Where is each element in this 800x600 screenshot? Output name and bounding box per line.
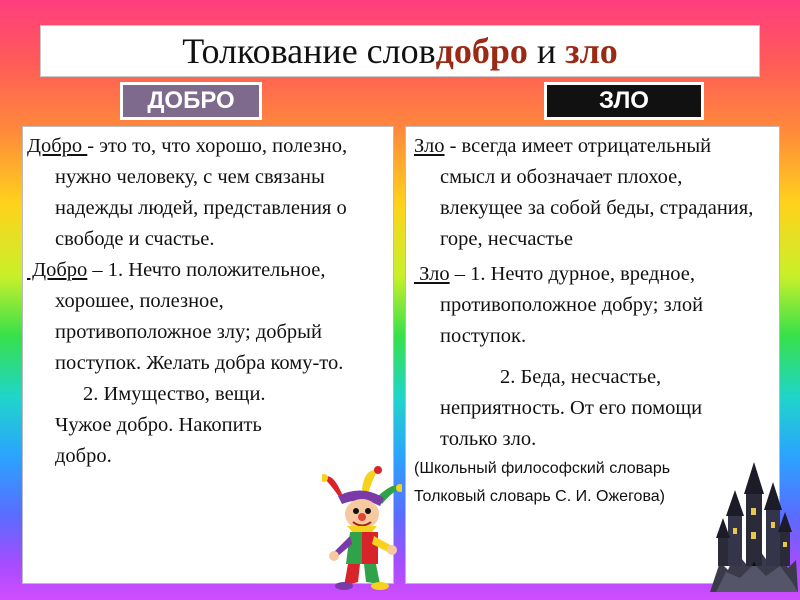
dobro-text-1: - это то, что хорошо, полезно, нужно человеку, с чем связаны надежды людей, представления о свободе и счастье.: [55, 135, 348, 250]
page-title: [40, 25, 760, 77]
dobro-paragraph-1: [23, 131, 393, 255]
dobro-paragraph-2: [23, 255, 393, 379]
title-middle: и: [527, 31, 566, 71]
dark-castle-image: [706, 452, 798, 592]
source-school-dictionary: (Школьный философский словарь: [414, 460, 671, 477]
jester-clown-image: [322, 466, 402, 591]
dobro-term-2: Добро: [27, 259, 88, 281]
zlo-paragraph-1: [406, 131, 779, 255]
dobro-text-3: 2. Имущество, вещи. Чужое добро. Накопить добро.: [55, 383, 266, 467]
dobro-paragraph-3: [23, 379, 393, 472]
zlo-paragraph-3: [406, 362, 779, 455]
zlo-paragraph-2: [406, 259, 779, 352]
zlo-term: Зло: [414, 135, 445, 157]
source-ozhegov-dictionary: Толковый словарь С. И. Ожегова): [414, 488, 665, 505]
title-prefix: Толкование слов: [182, 31, 436, 71]
title-word-zlo: зло: [565, 31, 618, 71]
zlo-text-1: - всегда имеет отрицательный смысл и обозначает плохое, влекущее за собой беды, страдания, горе, несчастье: [440, 135, 754, 250]
dobro-text-2: – 1. Нечто положительное, хорошее, полезное, противоположное злу; добрый поступок. Желать добра кому-то.: [55, 259, 344, 374]
zlo-text-3: 2. Беда, несчастье, неприятность. От его помощи только зло.: [440, 366, 703, 450]
dobro-term: Добро: [27, 135, 88, 157]
zlo-term-2: Зло: [414, 263, 450, 285]
dobro-badge: ДОБРО: [120, 82, 262, 120]
title-word-dobro: добро: [435, 31, 528, 71]
zlo-text-2: – 1. Нечто дурное, вредное, противоположное добру; злой поступок.: [440, 263, 704, 347]
zlo-badge: ЗЛО: [544, 82, 704, 120]
